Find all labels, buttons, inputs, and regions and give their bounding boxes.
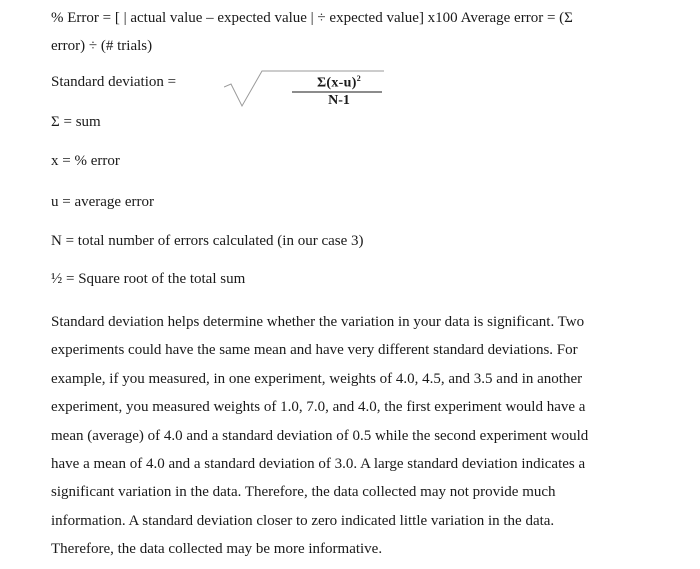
definition-u: u = average error <box>51 194 154 210</box>
std-dev-label: Standard deviation = <box>51 74 177 90</box>
definition-sum: Σ = sum <box>51 114 101 130</box>
paragraph-line: experiments could have the same mean and have very different standard deviations. For <box>51 342 578 359</box>
std-dev-exponent: 2 <box>356 74 362 83</box>
percent-error-formula-line1: % Error = [ | actual value – expected value | ÷ expected value] x100 Average error = (Σ <box>51 10 573 26</box>
paragraph-line: information. A standard deviation closer to zero indicated little variation in the data. <box>51 512 555 529</box>
paragraph-line: experiment, you measured weights of 1.0, 7.0, and 4.0, the first experiment would have a <box>51 399 586 416</box>
percent-error-formula-line2: error) ÷ (# trials) <box>51 38 153 54</box>
paragraph-line: mean (average) of 4.0 and a standard deviation of 0.5 while the second experiment would <box>51 427 589 444</box>
std-dev-formula <box>224 70 384 110</box>
std-dev-numerator <box>294 74 384 92</box>
definition-x: x = % error <box>51 153 120 169</box>
paragraph-line: have a mean of 4.0 and a standard deviation of 3.0. A large standard deviation indicates a <box>51 456 586 473</box>
std-dev-denominator: N-1 <box>328 93 350 108</box>
definition-n: N = total number of errors calculated (in our case 3) <box>51 233 364 249</box>
paragraph-line: Standard deviation helps determine whether the variation in your data is significant. Two <box>51 314 585 330</box>
paragraph-line: significant variation in the data. Therefore, the data collected may not provide much <box>51 484 556 501</box>
std-dev-numerator-text: Σ(x-u) <box>316 75 357 91</box>
definition-half: ½ = Square root of the total sum <box>51 271 246 287</box>
paragraph-line: Therefore, the data collected may be more informative. <box>51 541 383 558</box>
paragraph-line: example, if you measured, in one experiment, weights of 4.0, 4.5, and 3.5 and in another <box>51 370 583 387</box>
std-dev-explanation-paragraph <box>51 308 651 564</box>
